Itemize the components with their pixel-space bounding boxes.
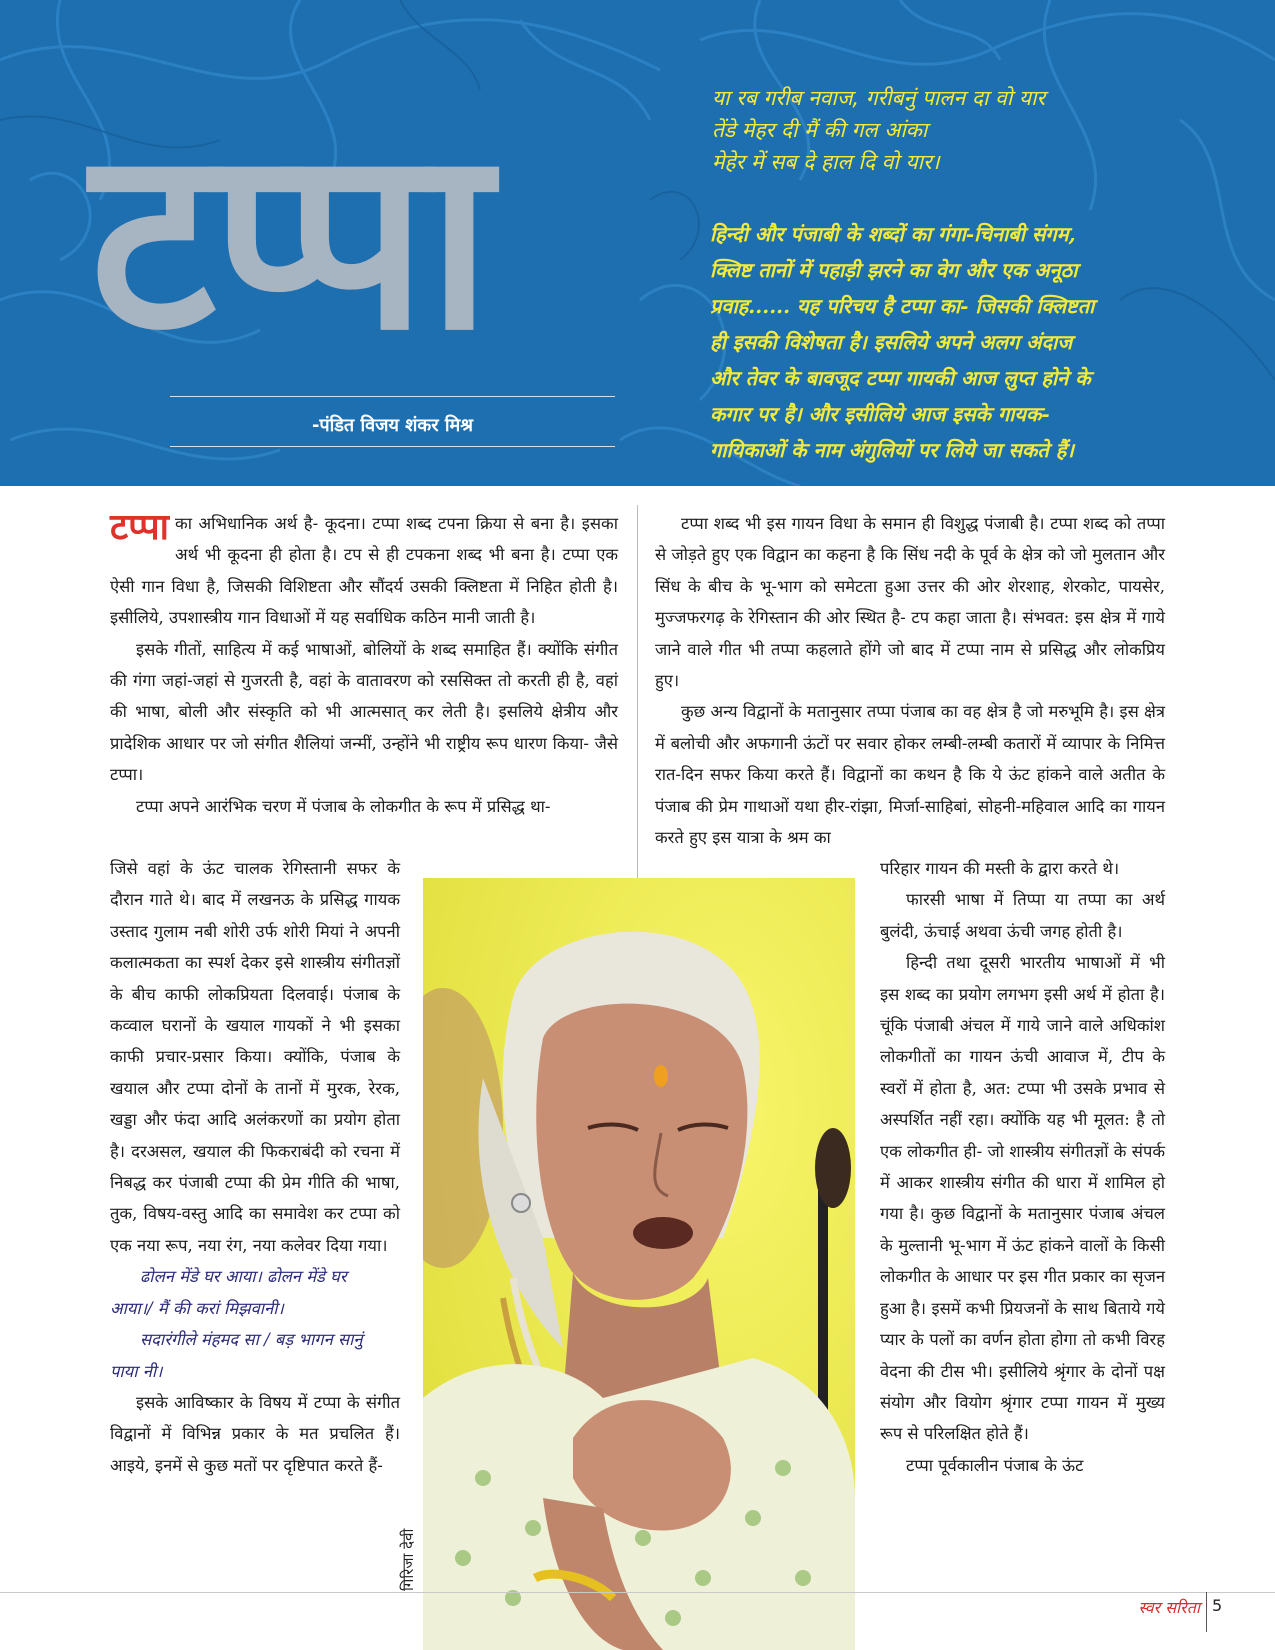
drop-cap: टप्पा: [110, 507, 170, 548]
intro-line: प्रवाह...... यह परिचय है टप्पा का- जिसकी क्लिष्टता: [710, 294, 1095, 318]
body-paragraph: हिन्दी तथा दूसरी भारतीय भाषाओं में भी इस शब्द का प्रयोग लगभग इसी अर्थ में होता है। चूंकि पंजाबी अंचल में गाये जाने वाले अधिकांश लोकगीतों का गायन ऊंची आवाज में, टीप के स्वरों में होता है, अत: टप्पा भी उसके प्रभाव से अस्पर्शित नहीं रहा। क्योंकि यह भी मूलत: है तो एक लोकगीत ही- जो शास्त्रीय संगीतज्ञों के संपर्क में आकर शास्त्रीय संगीत की धारा में शामिल हो गया है। कुछ विद्वानों के मतानुसार पंजाब अंचल के मुल्तानी भू-भाग में ऊंट हांकने वालों के किसी लोकगीत के आधार पर इस गीत प्रकार का सृजन हुआ है। इसमें कभी प्रियजनों के साथ बिताये गये प्यार के पलों का वर्णन होता होगा तो कभी विरह वेदना की टीस भी। इसीलिये श्रृंगार के दोनों पक्ष संयोग और वियोग श्रृंगार टप्पा गायन में मुख्य रूप से परिलक्षित होते हैं।: [880, 953, 1165, 1444]
body-paragraph: [110, 508, 618, 634]
song-verse: आया।/ मैं की करां मिझवानी।: [110, 1298, 284, 1318]
author-byline: -पंडित विजय शंकर मिश्र: [311, 415, 474, 436]
header-verse: [712, 82, 1252, 178]
intro-line: ही इसकी विशेषता है। इसलिये अपने अलग अंदाज: [710, 330, 1073, 354]
paragraph-text: का अभिधानिक अर्थ है- कूदना। टप्पा शब्द टपना क्रिया से बना है। इसका अर्थ भी कूदना ही होता है। टप से ही टपकना शब्द भी बना है। टप्पा एक ऐसी गान विधा है, जिसकी विशिष्टता और सौंदर्य उसकी क्लिष्टता में निहित होती है। इसीलिये, उपशास्त्रीय गान विधाओं में यह सर्वाधिक कठिन मानी जाती है।: [110, 514, 618, 628]
left-column-top: [110, 508, 618, 822]
intro-line: और तेवर के बावजूद टप्पा गायकी आज लुप्त होने के: [710, 366, 1091, 390]
body-paragraph: जिसे वहां के ऊंट चालक रेगिस्तानी सफर के दौरान गाते थे। बाद में लखनऊ के प्रसिद्ध गायक उस्ताद गुलाम नबी शोरी उर्फ शोरी मियां ने अपनी कलात्मकता का स्पर्श देकर इसे शास्त्रीय संगीतज्ञों के बीच काफी लोकप्रियता दिलवाई। पंजाब के कव्वाल घरानों के खयाल गायकों ने भी इसका काफी प्रचार-प्रसार किया। क्योंकि, पंजाब के खयाल और टप्पा दोनों के तानों में मुरक, रेरक, खड्डा और फंदा आदि अलंकरणों का प्रयोग होता है। दरअसल, खयाल की फिकराबंदी को रचना में निबद्ध कर पंजाबी टप्पा की प्रेम गीति की भाषा, तुक, विषय-वस्तु आदि का समावेश कर टप्पा को एक नया रूप, नया रंग, नया कलेवर दिया गया।: [110, 859, 400, 1255]
body-paragraph: इसके आविष्कार के विषय में टप्पा के संगीत विद्वानों में विभिन्न प्रकार के मत प्रचलित हैं। आइये, इनमें से कुछ मतों पर दृष्टिपात करते हैं-: [110, 1392, 400, 1475]
body-paragraph: टप्पा शब्द भी इस गायन विधा के समान ही विशुद्ध पंजाबी है। टप्पा शब्द को तप्पा से जोड़ते हुए एक विद्वान का कहना है कि सिंध नदी के पूर्व के क्षेत्र को जो मुलतान और सिंध के बीच के भू-भाग को समेटता हुआ उत्तर की ओर शेरशाह, शेरकोट, पायसेर, मुज्जफरगढ़ के रेगिस्तान की ओर स्थित है- टप कहा जाता है। संभवत: इस क्षेत्र में गाये जाने वाले गीत भी तप्पा कहलाते होंगे जो बाद में टप्पा नाम से प्रसिद्ध और लोकप्रिय हुए।: [655, 514, 1165, 691]
singer-illustration: [423, 878, 855, 1650]
magazine-name: स्वर सरिता: [1138, 1598, 1200, 1617]
intro-line: क्लिष्ट तानों में पहाड़ी झरने का वेग और एक अनूठा: [710, 258, 1078, 282]
body-paragraph: टप्पा अपने आरंभिक चरण में पंजाब के लोकगीत के रूप में प्रसिद्ध था-: [136, 796, 551, 816]
song-verse: पाया नी।: [110, 1361, 163, 1381]
byline-top-rule: [170, 396, 615, 397]
intro-line: कगार पर है। और इसीलिये आज इसके गायक-: [710, 402, 1050, 426]
footer-rule: [0, 1592, 1275, 1593]
verse-line: या रब गरीब नवाज, गरीबनुं पालन दा वो यार: [712, 86, 1046, 110]
body-paragraph: टप्पा पूर्वकालीन पंजाब के ऊंट: [906, 1455, 1084, 1475]
intro-line: गायिकाओं के नाम अंगुलियों पर लिये जा सकते हैं।: [710, 438, 1074, 462]
verse-line: मेहेर में सब दे हाल दि वो यार।: [712, 150, 940, 174]
article-title: टप्पा: [90, 94, 488, 385]
body-paragraph: फारसी भाषा में तिप्पा या तप्पा का अर्थ बुलंदी, ऊंचाई अथवा ऊंची जगह होती है।: [880, 890, 1165, 941]
left-column-bottom: [110, 853, 400, 1481]
right-column-bottom: [880, 853, 1165, 1481]
song-verse: ढोलन मेंडे घर आया। ढोलन मेंडे घर: [140, 1267, 347, 1287]
intro-line: हिन्दी और पंजाबी के शब्दों का गंगा-चिनाबी संगम,: [710, 222, 1076, 246]
footer-separator: [1206, 1592, 1207, 1632]
page-number: 5: [1212, 1596, 1223, 1615]
photo-caption: गिरिजा देवी: [399, 1528, 417, 1592]
body-paragraph: इसके गीतों, साहित्य में कई भाषाओं, बोलियों के शब्द समाहित हैं। क्योंकि संगीत की गंगा जहां-जहां से गुजरती है, वहां के वातावरण को रससिक्त तो करती ही है, वहां की भाषा, बोली और संस्कृति को भी आत्मसात् कर लेती है। इसलिये क्षेत्रीय और प्रादेशिक आधार पर जो संगीत शैलियां जन्मीं, उन्होंने भी राष्ट्रीय रूप धारण किया- जैसे टप्पा।: [110, 639, 618, 785]
song-verse: सदारंगीले मंहमद सा / बड़ भागन सानुं: [140, 1330, 363, 1350]
right-column-top: [655, 508, 1165, 853]
header-banner: [0, 0, 1275, 486]
body-paragraph: परिहार गायन की मस्ती के द्वारा करते थे।: [880, 859, 1120, 878]
intro-paragraph: [710, 216, 1255, 468]
body-paragraph: कुछ अन्य विद्वानों के मतानुसार तप्पा पंजाब का वह क्षेत्र है जो मरुभूमि है। इस क्षेत्र में बलोची और अफगानी ऊंटों पर सवार होकर लम्बी-लम्बी कतारों में व्यापार के निमित्त रात-दिन सफर किया करते हैं। विद्वानों का कथन है कि ये ऊंट हांकने वाले अतीत के पंजाब की प्रेम गाथाओं यथा हीर-रांझा, मिर्जा-साहिबां, सोहनी-महिवाल आदि का गायन करते हुए इस यात्रा के श्रम का: [655, 702, 1165, 848]
verse-line: तेंडे मेहर दी मैं की गल आंका: [712, 118, 928, 142]
byline-bottom-rule: [170, 446, 615, 447]
singer-photo: [423, 878, 855, 1650]
